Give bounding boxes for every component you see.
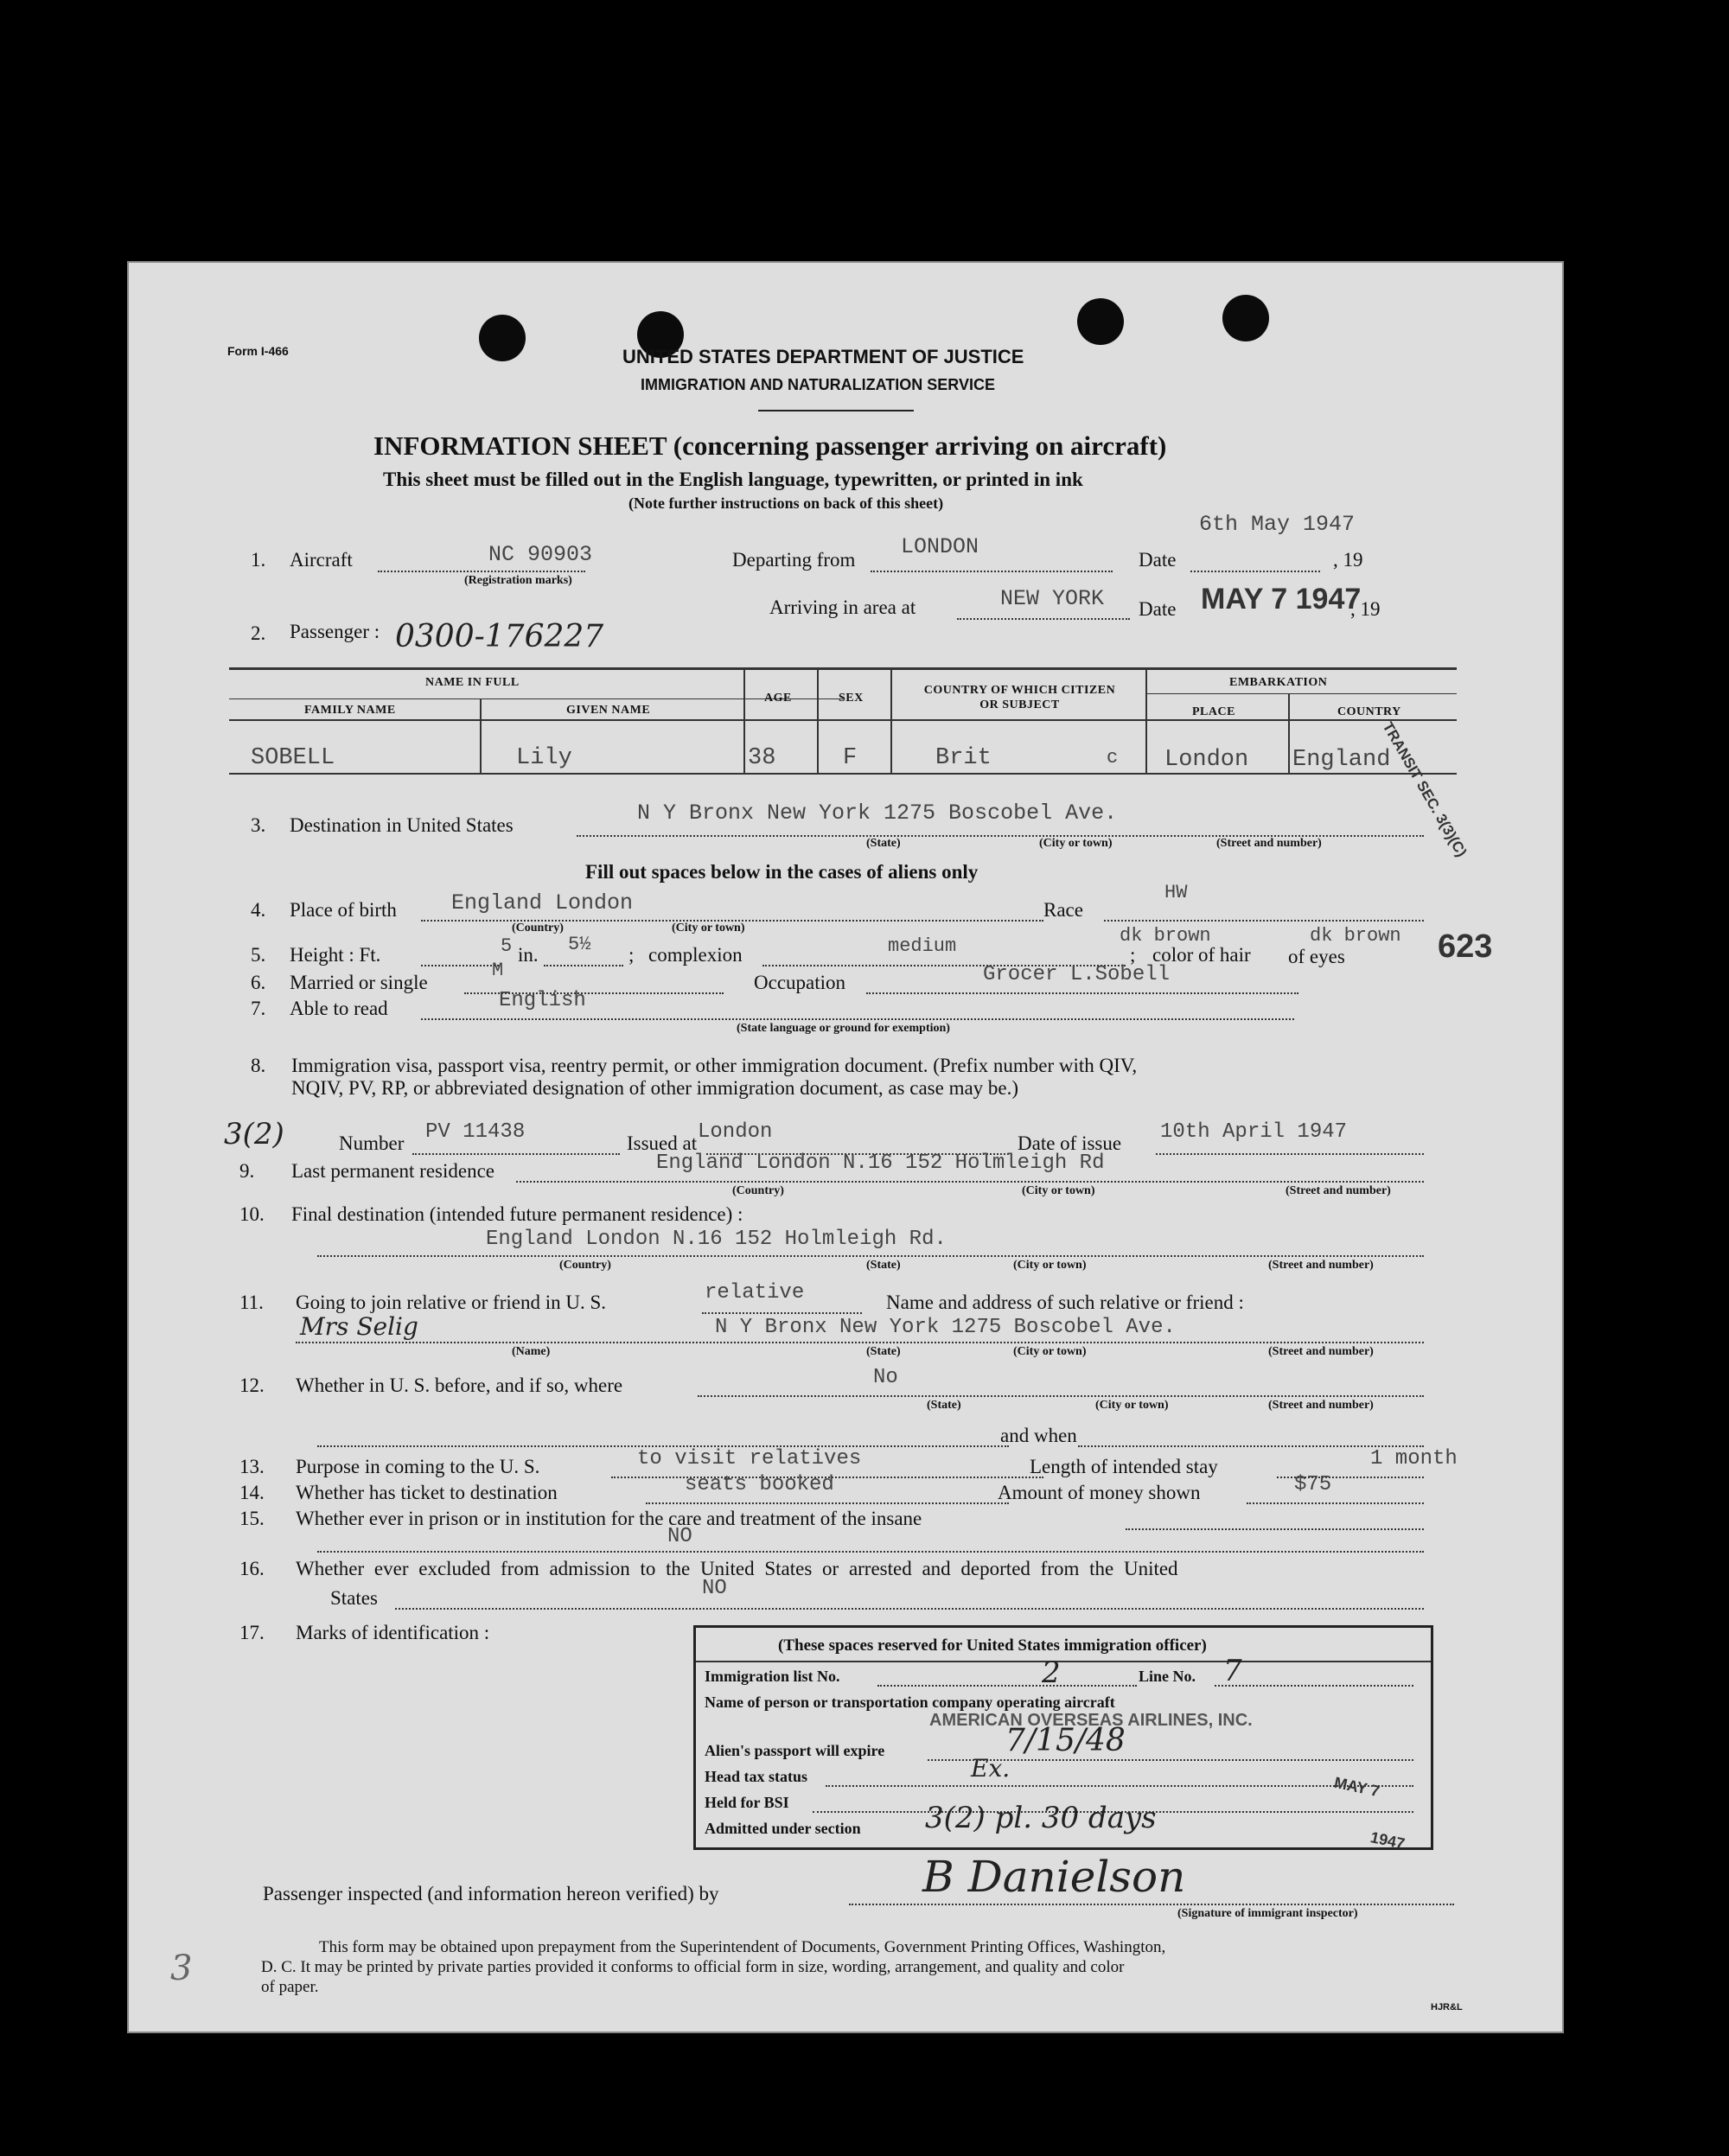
prison-value: NO: [667, 1525, 692, 1548]
caption: (Registration marks): [464, 574, 572, 587]
aliens-heading: Fill out spaces below in the cases of aliens only: [585, 861, 979, 883]
inspected-label: Passenger inspected (and information hereon verified) by: [263, 1883, 719, 1904]
caption: (City or town): [1022, 1184, 1095, 1197]
th-sex: SEX: [839, 692, 864, 705]
page-mark: 3: [170, 1949, 193, 1988]
form-number: Form I-466: [227, 344, 289, 358]
item-number: 8.: [251, 1055, 266, 1076]
caption: (City or town): [1013, 1345, 1087, 1358]
destination-label: Destination in United States: [290, 814, 514, 836]
admission-stamp-month: MAY 7: [1332, 1773, 1381, 1801]
caption: (Country): [559, 1259, 611, 1272]
item-number: 10.: [239, 1203, 265, 1225]
admission-stamp-year: 1947: [1369, 1828, 1407, 1853]
money-label: Amount of money shown: [998, 1482, 1201, 1503]
arriving-label: Arriving in area at: [769, 596, 916, 618]
date-suffix: , 19: [1333, 549, 1363, 571]
form-sheet: Form I-466 UNITED STATES DEPARTMENT OF JUSTICE IMMIGRATION AND NATURALIZATION SERVICE INFORMATION SHEET (concerning passenger arriving on aircraft) This sheet must be filled out in the English language, typewritten, or printed in ink (Note further instructions on back of this sheet) 6th May 1947 1. Aircraft NC 90903 (Registration marks) Departing from LONDON Date , 19 Arriving in area at NEW YORK Date MAY 7 1947 , 19 2. Passenger : 0300-176227 NAME IN FULL FAMILY NAME GIVEN NAME AGE SEX COUNTRY OF WHICH CITIZEN OR SUBJECT EMBARKATION PLACE COUNTRY SOBELL Lily 38 F Brit c London England TRANSIT SEC. 3(3)(C) 3. Destination in United States N Y Bronx New York 1275 Boscobel Ave. (State) (City or town) (Street and number) Fill out spaces below in the cases of aliens only 4. Place of birth England London (Country) (City or town) Race HW 5. Height : Ft. 5 in. 5½ ; complexion medium ; color of hair dk brown of eyes dk brown 623 6. Married or single M Occupation Grocer L.Sobell 7. Able to read English (State language or ground for exemption) 8. Immigration visa, passport visa, reentry permit, or other immigration document. (Prefix number with QIV, NQIV, PV, RP, or abbreviated designation of other immigration document, as case may be.) 3(2) Number PV 11438 Issued at London Date of issue 10th April 1947 9. Last permanent residence England London N.16 152 Holmleigh Rd (Country) (City or town) (Street and number) 10. Final destination (intended future permanent residence) : England London N.16 152 Holmleigh Rd. (Country) (State) (City or town) (Street and number) 11. Going to join relative or friend in U. S. relative Name and address of such relative or friend : Mrs Selig N Y Bronx New York 1275 Boscobel Ave. (Name) (State) (City or town) (Street and number) 12. Whether in U. S. before, and if so, where No (State) (City or town) (Street and number) and when 13. Purpose in coming to the U. S. to visit relatives Length of intended stay 1 month 14. Whether has ticket to destination seats booked Amount of money shown $75 15. Whether ever in prison or in institution for the care and treatment of the insane NO 16. Whether ever excluded from admission to the United States or arrested and deported from the United States NO 17. Marks of identification : (These spaces reserved for United States immigration officer) Immigration list No. 2 Line No. 7 Name of person or transportation company operating aircraft AMERICAN OVERSEAS AIRLINES, INC. Alien's passport will expire 7/15/48 Head tax status Ex. Held for BSI Admitted under section 3(2) pl. 30 days MAY 7 1947 Passenger inspected (and information hereon verified) by B Danielson (Signature of immigrant inspector) 3 This form may be obtained upon prepayment from the Superintendent of Documents, Government Printing Offices, Washington, D. C. It may be printed by private parties provided it conforms to official form in size, wording, arrangement, and quality and color of paper. HJR&L: [127, 261, 1564, 2033]
join-value: relative: [705, 1281, 805, 1304]
complexion-value: medium: [888, 935, 957, 957]
line-value: 7: [1223, 1654, 1242, 1688]
last-residence-value: England London N.16 152 Holmleigh Rd: [656, 1151, 1105, 1175]
height-ft: 5: [501, 935, 513, 957]
height-in-label: in.: [518, 944, 539, 966]
when-label: and when: [1000, 1425, 1077, 1446]
birth-label: Place of birth: [290, 899, 397, 921]
officer-box-heading: (These spaces reserved for United States immigration officer): [778, 1636, 1207, 1655]
height-in: 5½: [568, 934, 591, 955]
caption: (Street and number): [1268, 1399, 1374, 1412]
married-label: Married or single: [290, 972, 428, 993]
top-date: 6th May 1947: [1199, 512, 1356, 537]
final-destination-label: Final destination (intended future permanent residence) :: [291, 1203, 743, 1225]
caption: (Name): [512, 1345, 551, 1358]
cell-age: 38: [748, 745, 776, 771]
department: UNITED STATES DEPARTMENT OF JUSTICE: [622, 346, 1024, 367]
caption: (Street and number): [1286, 1184, 1391, 1197]
stay-value: 1 month: [1370, 1447, 1458, 1470]
join-label: Going to join relative or friend in U. S.: [296, 1292, 606, 1313]
issue-date-value: 10th April 1947: [1160, 1120, 1348, 1144]
punch-hole: [1077, 298, 1124, 345]
item-number: 14.: [239, 1482, 265, 1503]
birth-value: England London: [451, 890, 634, 915]
th-family-name: FAMILY NAME: [304, 704, 396, 717]
caption: (Street and number): [1268, 1259, 1374, 1272]
caption: (City or town): [1039, 837, 1113, 850]
cell-given-name: Lily: [516, 745, 572, 771]
issue-date-label: Date of issue: [1018, 1132, 1122, 1154]
read-label: Able to read: [290, 998, 388, 1019]
relative-address: N Y Bronx New York 1275 Boscobel Ave.: [715, 1316, 1176, 1339]
item-number: 16.: [239, 1558, 265, 1579]
date2-suffix: , 19: [1350, 598, 1381, 620]
caption: (Street and number): [1268, 1345, 1374, 1358]
caption: (City or town): [672, 922, 745, 934]
complexion-label: complexion: [648, 944, 743, 966]
race-value: HW: [1164, 882, 1188, 903]
aircraft-label: Aircraft: [290, 549, 353, 571]
last-residence-label: Last permanent residence: [291, 1160, 494, 1182]
final-destination-value: England London N.16 152 Holmleigh Rd.: [486, 1228, 947, 1251]
margin-note: 3(2): [224, 1117, 284, 1151]
issued-value: London: [698, 1120, 773, 1144]
cell-sex: F: [843, 745, 858, 771]
officer-box: [693, 1625, 1433, 1853]
race-label: Race: [1043, 899, 1083, 921]
admitted-label: Admitted under section: [705, 1820, 861, 1837]
eyes-value: dk brown: [1310, 925, 1401, 947]
list-value: 2: [1042, 1655, 1061, 1690]
visa-number-value: PV 11438: [425, 1120, 526, 1144]
item-number: 11.: [239, 1292, 264, 1313]
instructions: This sheet must be filled out in the English language, typewritten, or printed in ink: [383, 469, 1083, 490]
service: IMMIGRATION AND NATURALIZATION SERVICE: [641, 376, 995, 393]
th-country: COUNTRY: [1337, 705, 1401, 718]
excluded-label-line2: States: [330, 1587, 378, 1609]
visa-text-line1: Immigration visa, passport visa, reentry permit, or other immigration document. (Prefix number with QIV,: [291, 1055, 1138, 1076]
punch-hole: [479, 315, 526, 361]
cell-embark-place: London: [1164, 747, 1249, 773]
occupation-value: Grocer L.Sobell: [983, 963, 1171, 986]
destination-value: N Y Bronx New York 1275 Boscobel Ave.: [637, 801, 1118, 826]
hair-label: color of hair: [1152, 944, 1251, 966]
before-label: Whether in U. S. before, and if so, where: [296, 1375, 623, 1396]
caption: (Street and number): [1216, 837, 1322, 850]
excluded-value: NO: [702, 1577, 727, 1600]
aircraft-value: NC 90903: [488, 542, 593, 567]
th-citizen: COUNTRY OF WHICH CITIZEN OR SUBJECT: [923, 684, 1116, 711]
purpose-label: Purpose in coming to the U. S.: [296, 1456, 540, 1477]
ticket-label: Whether has ticket to destination: [296, 1482, 558, 1503]
cell-citizen: Brit: [935, 745, 992, 771]
purpose-value: to visit relatives: [637, 1447, 862, 1470]
departing-label: Departing from: [732, 549, 856, 571]
visa-text-line2: NQIV, PV, RP, or abbreviated designation of other immigration document, as case may be.): [291, 1077, 1019, 1099]
operator-label: Name of person or transportation company operating aircraft: [705, 1694, 1115, 1711]
item-number: 9.: [239, 1160, 255, 1182]
transit-stamp: TRANSIT SEC. 3(3)(C): [1379, 719, 1471, 860]
hair-value: dk brown: [1120, 925, 1211, 947]
list-label: Immigration list No.: [705, 1668, 840, 1685]
footer-line2: D. C. It may be printed by private parties provided it conforms to official form in size, wording, arrangement, and quality and color: [261, 1958, 1125, 1976]
item-number: 3.: [251, 814, 266, 836]
header-rule: [758, 410, 914, 411]
code-stamp: 623: [1438, 928, 1493, 965]
arrival-date-stamp: MAY 7 1947: [1201, 583, 1362, 616]
item-number: 4.: [251, 899, 266, 921]
item-number: 15.: [239, 1508, 265, 1529]
date2-label: Date: [1139, 598, 1177, 620]
money-value: $75: [1294, 1473, 1332, 1496]
printer-mark: HJR&L: [1431, 2002, 1463, 2012]
item-number: 17.: [239, 1622, 265, 1643]
passport-expiry: 7/15/48: [1005, 1723, 1126, 1758]
cell-embark-country: England: [1292, 747, 1391, 773]
bsi-label: Held for BSI: [705, 1794, 789, 1811]
eyes-label: of eyes: [1288, 946, 1345, 967]
item-number: 7.: [251, 998, 266, 1019]
marks-label: Marks of identification :: [296, 1622, 490, 1643]
footer-line1: This form may be obtained upon prepayment from the Superintendent of Documents, Government Printing Offices, Washington,: [319, 1938, 1166, 1956]
stay-label: Length of intended stay: [1030, 1456, 1218, 1477]
th-embarkation: EMBARKATION: [1229, 676, 1328, 689]
caption: (State): [866, 1259, 901, 1272]
departing-value: LONDON: [901, 534, 979, 559]
th-place: PLACE: [1192, 705, 1235, 718]
item-number: 13.: [239, 1456, 265, 1477]
read-value: English: [499, 989, 586, 1012]
before-value: No: [873, 1366, 898, 1389]
caption: (State): [866, 837, 901, 850]
cell-citizen-mark: c: [1107, 747, 1119, 769]
caption: (Signature of immigrant inspector): [1177, 1907, 1358, 1920]
headtax-value: Ex.: [971, 1754, 1011, 1783]
caption: (Country): [732, 1184, 784, 1197]
th-given-name: GIVEN NAME: [566, 704, 651, 717]
visa-number-label: Number: [339, 1132, 405, 1154]
occupation-label: Occupation: [754, 972, 846, 993]
punch-hole: [1222, 295, 1269, 341]
admitted-value: 3(2) pl. 30 days: [925, 1801, 1157, 1835]
arriving-value: NEW YORK: [1000, 586, 1105, 611]
height-label: Height : Ft.: [290, 944, 381, 966]
th-name-in-full: NAME IN FULL: [425, 676, 520, 689]
item-number: 2.: [251, 622, 266, 644]
form-title: INFORMATION SHEET (concerning passenger arriving on aircraft): [373, 431, 1167, 461]
item-number: 5.: [251, 944, 266, 966]
issued-label: Issued at: [627, 1132, 698, 1154]
caption: (State): [927, 1399, 961, 1412]
prison-label: Whether ever in prison or in institution for the care and treatment of the insane: [296, 1508, 922, 1529]
relative-name: Mrs Selig: [300, 1312, 418, 1341]
instructions-note: (Note further instructions on back of this sheet): [628, 494, 944, 512]
excluded-label-line1: Whether ever excluded from admission to the United States or arrested and deported from the United: [296, 1558, 1178, 1579]
headtax-label: Head tax status: [705, 1768, 808, 1785]
item-number: 12.: [239, 1375, 265, 1396]
operator-stamp: AMERICAN OVERSEAS AIRLINES, INC.: [929, 1711, 1253, 1730]
cell-family-name: SOBELL: [251, 745, 335, 771]
relative-name-label: Name and address of such relative or friend :: [886, 1292, 1244, 1313]
footer-line3: of paper.: [261, 1978, 319, 1996]
caption: (State language or ground for exemption): [737, 1022, 950, 1035]
item-number: 6.: [251, 972, 266, 993]
inspector-signature: B Danielson: [922, 1852, 1186, 1902]
married-value: M: [492, 960, 504, 981]
passenger-number: 0300-176227: [395, 619, 604, 654]
item-number: 1.: [251, 549, 266, 571]
caption: (Country): [512, 922, 564, 934]
line-label: Line No.: [1139, 1668, 1196, 1685]
date-label: Date: [1139, 549, 1177, 571]
caption: (State): [866, 1345, 901, 1358]
caption: (City or town): [1013, 1259, 1087, 1272]
passport-label: Alien's passport will expire: [705, 1742, 885, 1759]
th-age: AGE: [764, 692, 792, 705]
passenger-label: Passenger :: [290, 621, 380, 642]
ticket-value: seats booked: [685, 1473, 834, 1496]
caption: (City or town): [1095, 1399, 1169, 1412]
